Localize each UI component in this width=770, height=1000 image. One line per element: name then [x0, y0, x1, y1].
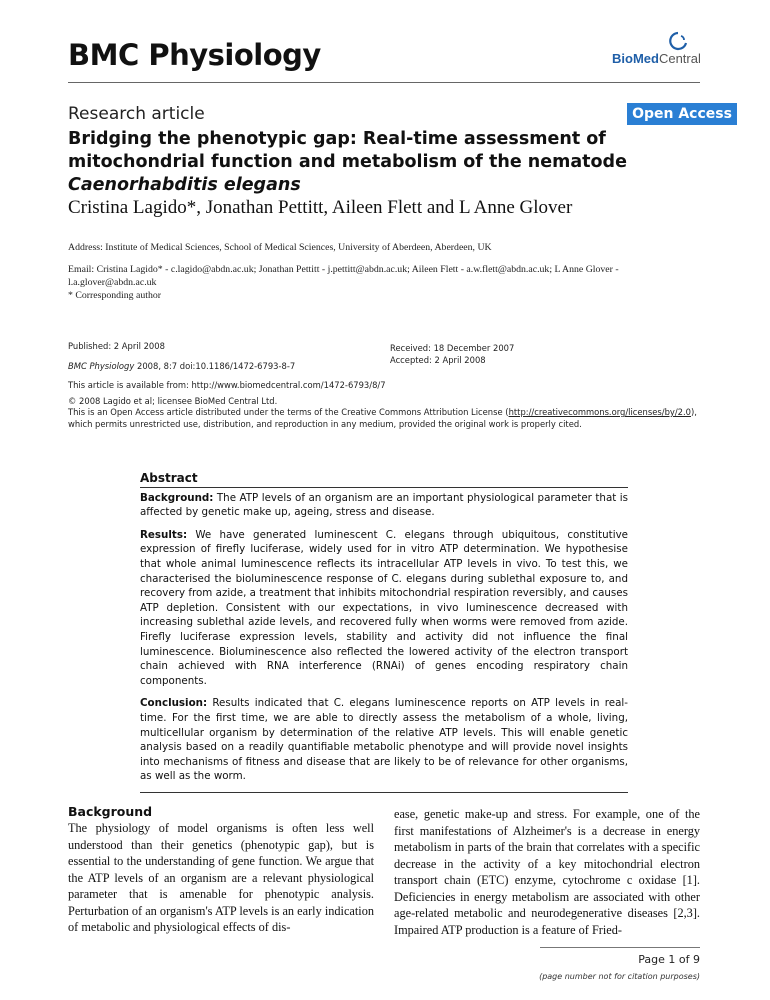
- author-emails: Email: Cristina Lagido* - c.lagido@abdn.ac.uk; Jonathan Pettitt - j.pettitt@abdn.ac.uk; Aileen Flett - a.w.flett@abdn.ac.uk; L Anne Glover - l.a.glover@abdn.ac.uk: [68, 264, 619, 288]
- body-column-right: ease, genetic make-up and stress. For example, one of the first manifestations of Alzheimer's is a decrease in energy metabolism in parts of the brain that correlates with a specific decrease in the activity of a key mitochondrial electron transport chain (ETC) enzyme, cytochrome c oxidase [1]. Deficiencies in energy metabolism are associated with other age-related metabolic and neurodegenerative diseases [2,3]. Impaired ATP production is a feature of Fried-: [394, 807, 700, 937]
- published-date: Published: 2 April 2008: [68, 341, 165, 351]
- license-pre: This is an Open Access article distributed under the terms of the Creative Commons Attribution License (: [68, 407, 509, 417]
- abstract-conclusion-label: Conclusion:: [140, 697, 208, 710]
- abstract-conclusion-text: Results indicated that C. elegans luminescence reports on ATP levels in real-time. For the first time, we are able to directly assess the metabolism of a whole, living, multicellular organism by determination of the relative ATP levels. This will enable genetic analysis based on a readily quantifiable metabolic phenotype and will provide novel insights into mechanisms of fitness and disease that are likely to be of relevance for other organisms, as well as the worm.: [140, 697, 628, 783]
- header-divider: [68, 82, 700, 83]
- journal-title: BMC Physiology: [68, 38, 321, 72]
- abstract-bottom-divider: [140, 792, 628, 794]
- title-main: Bridging the phenotypic gap: Real-time assessment of mitochondrial function and metabolism of the nematode: [68, 129, 627, 172]
- accepted-date: Accepted: 2 April 2008: [390, 355, 486, 365]
- author-list: Cristina Lagido*, Jonathan Pettitt, Aileen Flett and L Anne Glover: [68, 197, 573, 218]
- copyright-line: © 2008 Lagido et al; licensee BioMed Central Ltd.: [68, 396, 278, 406]
- body-left-text: The physiology of model organisms is often less well understood than their genetics (phenotypic gap), but is essential to the understanding of gene function. We argue that the ATP levels of an organism are a relevant physiological parameter that is amenable for phenotypic analysis. Perturbation of an organism's ATP levels is an early indication of metabolic and physiological effects of dis-: [68, 821, 374, 934]
- citation-details: 2008, 8:7 doi:10.1186/1472-6793-8-7: [134, 361, 296, 371]
- abstract-top-divider: [140, 487, 628, 488]
- license-statement: [68, 406, 708, 430]
- footer-divider: [540, 947, 700, 948]
- author-address: Address: Institute of Medical Sciences, School of Medical Sciences, University of Aberdeen, Aberdeen, UK: [68, 242, 492, 253]
- abstract-box: [140, 471, 628, 793]
- article-type: Research article: [68, 104, 205, 124]
- page-number: Page 1 of 9: [638, 953, 700, 966]
- logo-brand: BioMed: [612, 51, 659, 66]
- open-access-badge: Open Access: [627, 103, 737, 125]
- citation: [68, 360, 295, 372]
- abstract-background: [140, 491, 628, 520]
- citation-journal: BMC Physiology: [68, 361, 135, 371]
- title-species: Caenorhabditis elegans: [68, 175, 301, 195]
- abstract-results-label: Results:: [140, 528, 188, 541]
- article-url[interactable]: This article is available from: http://www.biomedcentral.com/1472-6793/8/7: [68, 380, 386, 390]
- corresponding-author-note: * Corresponding author: [68, 290, 162, 301]
- license-link[interactable]: http://creativecommons.org/licenses/by/2.0: [508, 407, 691, 417]
- biomed-logo-icon: [668, 30, 692, 52]
- body-column-left: [68, 804, 374, 936]
- page-number-note: (page number not for citation purposes): [539, 972, 700, 981]
- abstract-results-text: We have generated luminescent C. elegans through ubiquitous, constitutive expression of firefly luciferase, widely used for in vitro ATP determination. We hypothesise that whole animal luminescence reflects its intracellular ATP levels in vivo. To test this, we characterised the bioluminescence response of C. elegans during sublethal exposure to, and recovery from azide, a treatment that inhibits mitochondrial respiration reversibly, and causes ATP depletion. Consistent with our expectations, in vivo luminescence decreased with increasing sublethal azide levels, and recovered fully when worms were removed from azide. Firefly luciferase expression levels, stability and activity did not influence the final luminescence. Bioluminescence also reflected the lowered activity of the electron transport chain achieved with RNA interference (RNAi) of genes encoding respiratory chain components.: [140, 528, 628, 687]
- received-date: Received: 18 December 2007: [390, 343, 515, 353]
- publisher-logo[interactable]: [612, 51, 701, 66]
- logo-suffix: Central: [658, 51, 701, 66]
- abstract-results: [140, 528, 628, 689]
- section-heading-background: Background: [68, 804, 153, 819]
- abstract-background-label: Background:: [140, 491, 214, 504]
- abstract-heading: Abstract: [140, 471, 198, 485]
- abstract-background-text: The ATP levels of an organism are an important physiological parameter that is affected by genetic make up, ageing, stress and disease.: [140, 491, 628, 519]
- abstract-conclusion: [140, 696, 628, 784]
- article-title: [68, 128, 688, 197]
- license-post: ), which permits unrestricted use, distribution, and reproduction in any medium, provided the original work is properly cited.: [68, 407, 697, 429]
